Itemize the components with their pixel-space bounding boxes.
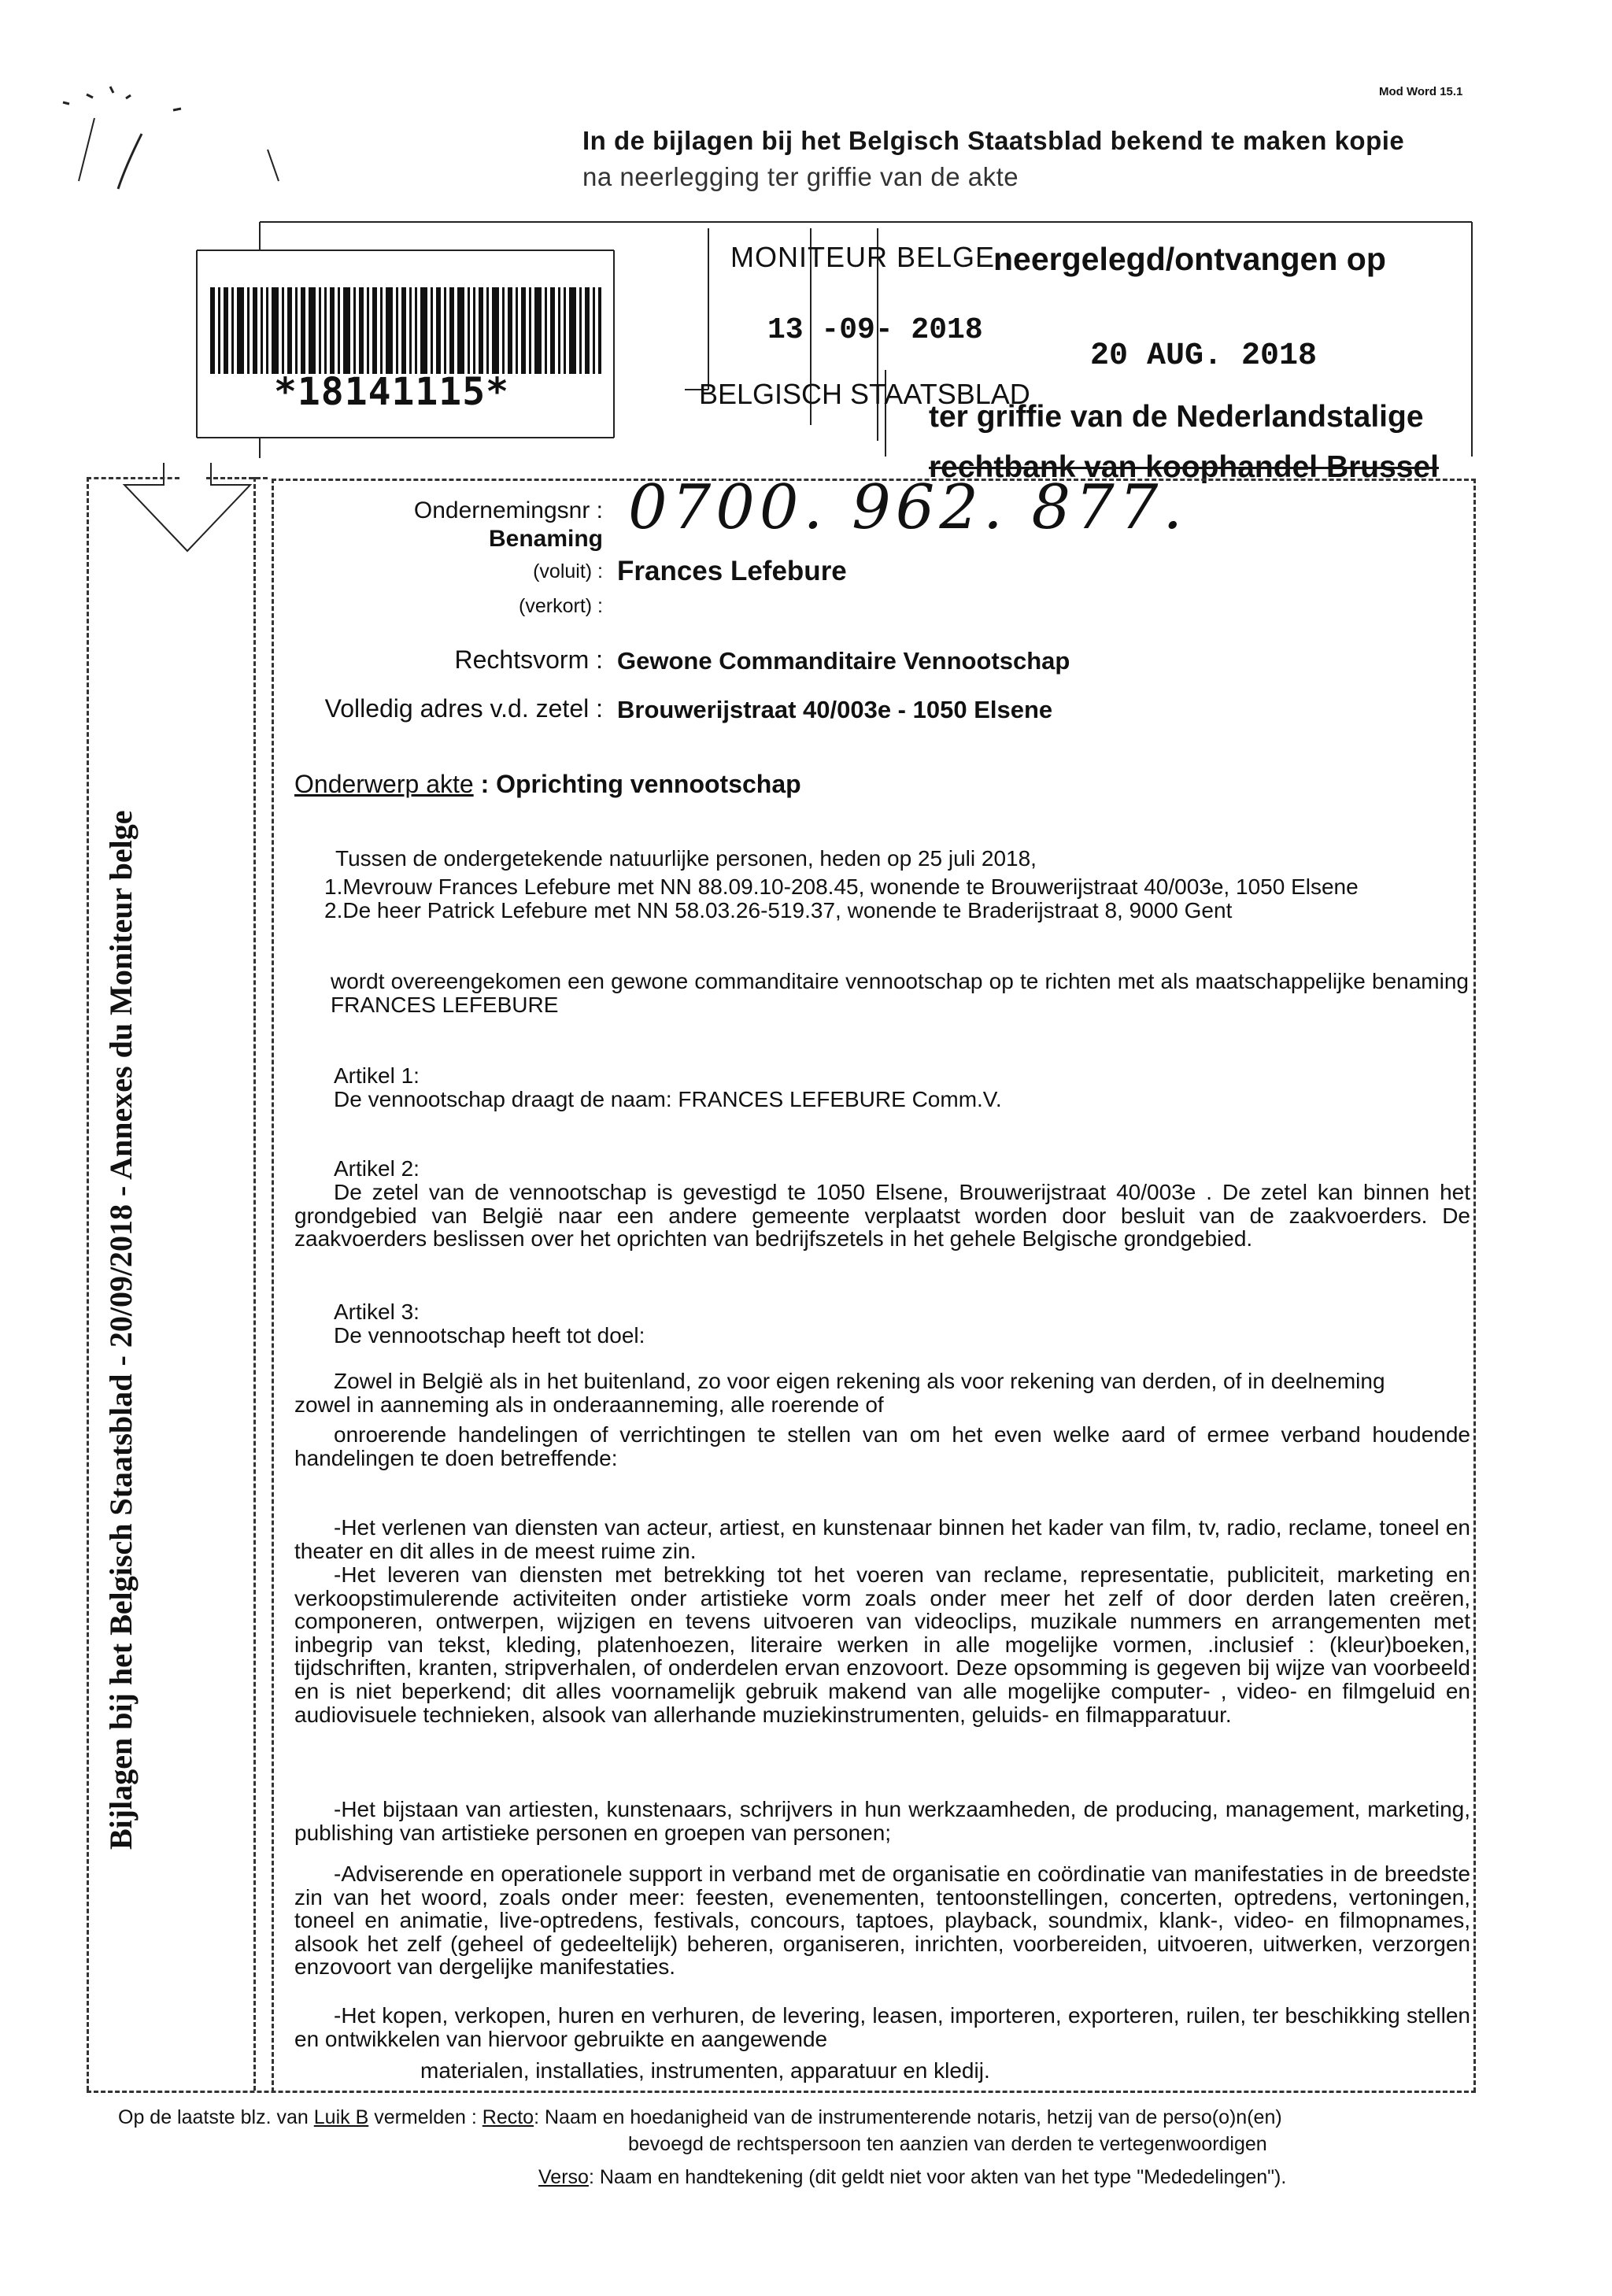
footer-luik: Luik B: [313, 2106, 369, 2128]
article-3-line-3: zowel in aanneming als in onderaanneming, alle roerende of: [294, 1392, 884, 1417]
article-1-text: De vennootschap draagt de naam: FRANCES LEFEBURE Comm.V.: [334, 1086, 1002, 1111]
content-dash-right: [1473, 479, 1476, 2092]
margin-dash-top-mid: [206, 477, 268, 479]
footer-recto-text: : Naam en hoedanigheid van de instrumenterende notaris, hetzij van de perso(o)n(en): [534, 2106, 1282, 2128]
content-dash-bottom: [87, 2091, 1476, 2093]
footer-row-1: [118, 2106, 1282, 2129]
article-1-title: Artikel 1:: [334, 1063, 420, 1088]
moniteur-stamp-date: 13 -09- 2018: [767, 313, 983, 347]
received-stamp-title: neergelegd/ontvangen op: [993, 241, 1386, 277]
header-line-1: In de bijlagen bij het Belgisch Staatsblad bekend te maken kopie: [582, 126, 1405, 155]
article-2-text: De zetel van de vennootschap is gevestigd te 1050 Elsene, Brouwerijstraat 40/003e . De zetel kan binnen het grondgebied van België naar een andere gemeente verplaatst worden door besluit van de zaakvoerders. De zaakvoerders beslissen over het oprichten van bedrijfszetels in het gehele Belgische grondgebied.: [294, 1180, 1470, 1252]
footer-recto-label: Recto: [482, 2106, 534, 2128]
party-2: 2.De heer Patrick Lefebure met NN 58.03.26-519.37, wonende te Braderijstraat 8, 9000 Gent: [324, 897, 1233, 922]
received-stamp-date: 20 AUG. 2018: [1090, 338, 1318, 374]
benaming-label: Benaming: [488, 526, 603, 552]
voluit-value: Frances Lefebure: [617, 556, 847, 586]
article-3-line-2: Zowel in België als in het buitenland, zo voor eigen rekening als voor rekening van derden, of in deelneming: [334, 1369, 1385, 1393]
moniteur-stamp-top: MONITEUR BELGE: [730, 241, 996, 273]
purpose-item-1: -Het verlenen van diensten van acteur, artiest, en kunstenaar binnen het kader van film, tv, radio, reclame, toneel en theater en dit alles in de meest ruime zin.: [294, 1515, 1470, 1563]
header-line-2: na neerlegging ter griffie van de akte: [582, 162, 1019, 191]
article-3-line-4: onroerende handelingen of verrichtingen te stellen van om het even welke aard of ermee verband houdende handelingen te doen betreffende:: [294, 1422, 1470, 1470]
side-publication-text: Bijlagen bij het Belgisch Staatsblad - 20/09/2018 - Annexes du Moniteur belge: [103, 810, 139, 1850]
article-1: [334, 1064, 1483, 1111]
article-2-title: Artikel 2:: [334, 1156, 420, 1181]
intro-line: [335, 847, 1484, 871]
purpose-item-2: -Het leveren van diensten met betrekking tot het voeren van reclame, representatie, publiciteit, marketing en verkoopstimulerende activiteiten onder artistieke vorm zoals onder meer het zelf of door derden laten creëren, componeren, ontwerpen, wijzigen en tevens uitvoeren van videoclips, muzikale nummers en arrangementen met inbegrip van tekst, kleding, platenhoezen, literaire werken in alle mogelijke vormen, .inclusief : (kleur)boeken, tijdschriften, kranten, stripverhalen, of onderdelen ervan enzovoort. Deze opsomming is gegeven bij wijze van voorbeeld en is niet beperkend; dit alles voornamelijk gebruik makend van alle mogelijke computer- , video- en filmgeluid en audiovisuele technieken, alsook van allerhande muziekinstrumenten, geluids- en filmapparatuur.: [294, 1562, 1470, 1727]
parties-block: [324, 875, 1473, 922]
footer-prefix: Op de laatste blz. van: [118, 2106, 309, 2128]
ondernemingsnr-label: Ondernemingsnr :: [413, 497, 603, 523]
verkort-label: (verkort) :: [519, 595, 603, 617]
rechtsvorm-value: Gewone Commanditaire Vennootschap: [617, 647, 1070, 675]
party-1: 1.Mevrouw Frances Lefebure met NN 88.09.10-208.45, wonende te Brouwerijstraat 40/003e, 1050 Elsene: [324, 874, 1359, 899]
margin-dash-left: [87, 477, 89, 2091]
intro-text: Tussen de ondergetekende natuurlijke personen, heden op 25 juli 2018,: [335, 846, 1037, 871]
footer-recto-text-2: bevoegd de rechtspersoon ten aanzien van derden te vertegenwoordigen: [628, 2133, 1267, 2155]
article-3: [334, 1300, 1483, 1347]
onderwerp-value: : Oprichting vennootschap: [480, 770, 801, 798]
onderwerp-label: Onderwerp akte: [294, 770, 474, 798]
footer-verso-label: Verso: [538, 2166, 589, 2188]
footer-mid: vermelden :: [374, 2106, 477, 2128]
barcode-number: *18141115*: [274, 370, 509, 414]
margin-dash-top-left: [87, 477, 179, 479]
article-3-line-1: De vennootschap heeft tot doel:: [334, 1322, 645, 1348]
received-stamp-line-1: ter griffie van de Nederlandstalige: [929, 400, 1424, 434]
article-2-title-wrap: [334, 1157, 1483, 1181]
received-stamp-line-2: rechtbank van koophandel Brussel: [929, 450, 1440, 484]
agreement-paragraph: wordt overeengekomen een gewone commanditaire vennootschap op te richten met als maatschappelijke benaming FRANCES LEFEBURE: [331, 969, 1469, 1017]
purpose-item-5-end: materialen, installaties, instrumenten, apparatuur en kledij.: [420, 2058, 990, 2083]
moniteur-stamp-bottom: BELGISCH STAATSBLAD: [699, 378, 1030, 410]
purpose-item-3: -Het bijstaan van artiesten, kunstenaars, schrijvers in hun werkzaamheden, de producing, management, marketing, publishing van artistieke personen en groepen van personen;: [294, 1797, 1470, 1845]
adres-label: Volledig adres v.d. zetel :: [324, 694, 603, 723]
footer-verso-text: : Naam en handtekening (dit geldt niet voor akten van het type "Mededelingen").: [588, 2166, 1287, 2188]
rechtsvorm-label: Rechtsvorm :: [454, 645, 603, 674]
article-3-title: Artikel 3:: [334, 1300, 420, 1324]
footer-row-3: [538, 2166, 1286, 2189]
onderwerp-row: [294, 770, 801, 799]
purpose-item-4: -Adviserende en operationele support in verband met de organisatie en coördinatie van manifestaties in de breedste zin van het woord, zoals onder meer: feesten, evenementen, tentoonstellingen, concerten, optredens, vertoningen, toneel en animatie, live-optredens, festivals, concours, taptoes, playback, soundmix, klank-, video- en filmopnames, alsook het zelf (geheel of gedeeltelijk) beheren, organiseren, inrichten, voorbereiden, uitvoeren, uitwerken, verzorgen enzovoort van dergelijke manifestaties.: [294, 1862, 1470, 1980]
form-version-label: Mod Word 15.1: [1379, 85, 1463, 98]
purpose-item-5: -Het kopen, verkopen, huren en verhuren, de levering, leasen, importeren, exporteren, ruilen, ter beschikking stellen en ontwikkelen van hiervoor gebruikte en aangewende: [294, 2003, 1470, 2051]
ondernemingsnr-value: 0700. 962. 877.: [628, 472, 1188, 543]
margin-dash-inner: [253, 477, 256, 2091]
adres-value: Brouwerijstraat 40/003e - 1050 Elsene: [617, 696, 1053, 723]
voluit-label: (voluit) :: [533, 560, 603, 582]
